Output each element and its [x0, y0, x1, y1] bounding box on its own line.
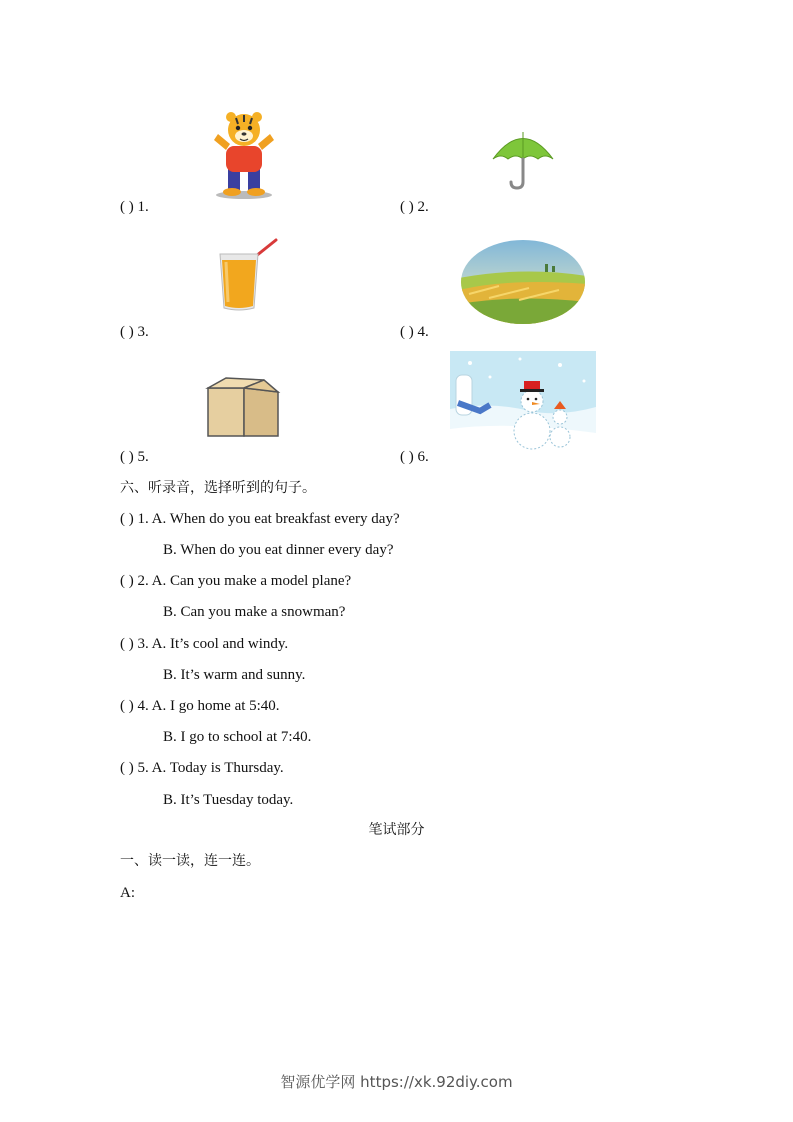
section6-heading: 六、听录音，选择听到的句子。 [120, 480, 316, 496]
question-2-option-a: ( ) 2. A. Can you make a model plane? [120, 573, 352, 589]
question-5-option-a: ( ) 5. A. Today is Thursday. [120, 760, 284, 776]
picture-label-6: ( ) 6. [400, 449, 429, 465]
question-2-option-b: B. Can you make a snowman? [163, 604, 346, 620]
picture-label-5: ( ) 5. [120, 449, 149, 465]
question-1-option-b: B. When do you eat dinner every day? [163, 542, 394, 558]
written-section-title: 笔试部分 [368, 822, 425, 838]
question-5-option-b: B. It’s Tuesday today. [163, 792, 294, 808]
question-4-option-a: ( ) 4. A. I go home at 5:40. [120, 698, 280, 714]
tiger-icon [206, 110, 282, 200]
picture-label-1: ( ) 1. [120, 199, 149, 215]
umbrella-icon [490, 126, 556, 190]
picture-label-4: ( ) 4. [400, 324, 429, 340]
footer-watermark: 智源优学网 https://xk.92diy.com [280, 1073, 513, 1091]
written-heading-1: 一、读一读，连一连。 [120, 853, 260, 869]
picture-label-2: ( ) 2. [400, 199, 429, 215]
juice-icon [216, 236, 282, 314]
box-icon [204, 374, 282, 440]
part-a-label: A: [120, 885, 135, 901]
field-icon [459, 238, 587, 326]
question-3-option-a: ( ) 3. A. It’s cool and windy. [120, 636, 289, 652]
question-1-option-a: ( ) 1. A. When do you eat breakfast every day? [120, 511, 400, 527]
question-4-option-b: B. I go to school at 7:40. [163, 729, 312, 745]
snowman-scene-icon [450, 351, 596, 457]
question-3-option-b: B. It’s warm and sunny. [163, 667, 306, 683]
picture-label-3: ( ) 3. [120, 324, 149, 340]
